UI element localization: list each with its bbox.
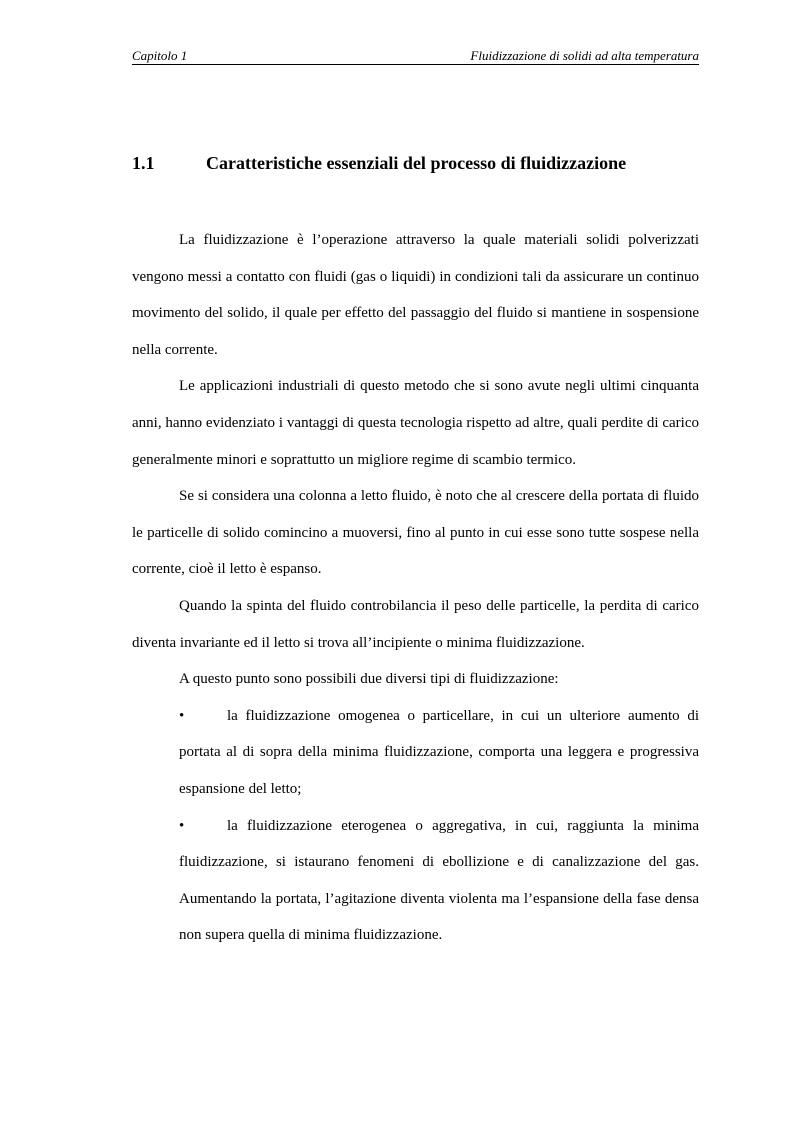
page-header [132, 47, 699, 65]
list-item [179, 808, 699, 954]
paragraph: A questo punto sono possibili due diversi tipi di fluidizzazione: [179, 671, 559, 688]
list-item-text: la fluidizzazione omogenea o particellare, in cui un ulteriore aumento di portata al di sopra della minima fluidizzazione, comporta una leggera e progressiva espansione del letto; [179, 707, 699, 797]
paragraph: Le applicazioni industriali di questo metodo che si sono avute negli ultimi cinquanta anni, hanno evidenziato i vantaggi di questa tecnologia rispetto ad altre, quali perdite di carico generalmente minori e soprattutto un migliore regime di scambio termico. [132, 378, 699, 468]
list-item [179, 698, 699, 808]
header-chapter: Capitolo 1 [132, 48, 188, 63]
section-heading [132, 150, 699, 176]
bullet-icon: • [179, 707, 185, 724]
section-number: 1.1 [132, 153, 155, 173]
bullet-list [132, 698, 699, 954]
section-title: Caratteristiche essenziali del processo di fluidizzazione [206, 153, 627, 173]
paragraph: Se si considera una colonna a letto fluido, è noto che al crescere della portata di fluido le particelle di solido comincino a muoversi, fino al punto in cui esse sono tutte sospese nella corrente, cioè il letto è espanso. [132, 488, 699, 578]
bullet-icon: • [179, 817, 185, 834]
header-document-title: Fluidizzazione di solidi ad alta temperatura [470, 48, 699, 63]
list-item-text: la fluidizzazione eterogenea o aggregativa, in cui, raggiunta la minima fluidizzazione, si istaurano fenomeni di ebollizione e di canalizzazione del gas. Aumentando la portata, l’agitazione diventa violenta ma l’espansione della fase densa non supera quella di minima fluidizzazione. [179, 817, 699, 944]
body-text [132, 222, 699, 954]
paragraph: La fluidizzazione è l’operazione attraverso la quale materiali solidi polverizzati vengono messi a contatto con fluidi (gas o liquidi) in condizioni tali da assicurare un continuo movimento del solido, il quale per effetto del passaggio del fluido si mantiene in sospensione nella corrente. [132, 232, 699, 358]
paragraph: Quando la spinta del fluido controbilancia il peso delle particelle, la perdita di carico diventa invariante ed il letto si trova all’incipiente o minima fluidizzazione. [132, 597, 699, 651]
